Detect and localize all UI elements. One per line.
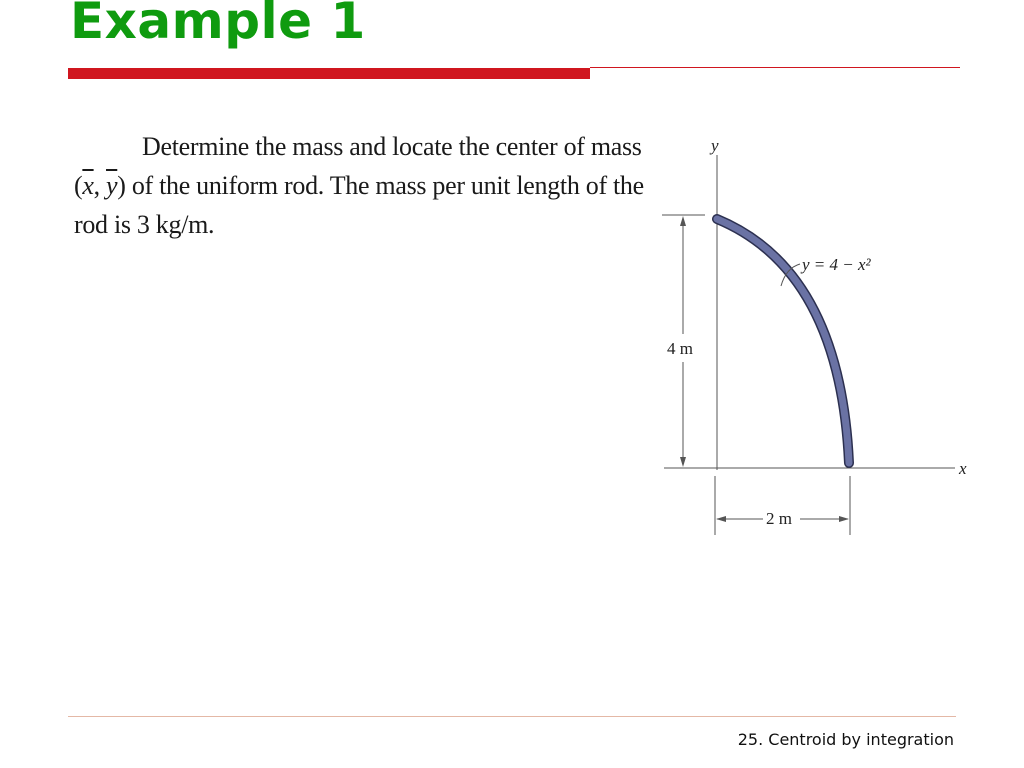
- y-bar-symbol: $\overline{y}$: [106, 171, 118, 200]
- problem-line-2-rest: of the uniform rod. The mass per unit length of the: [125, 171, 644, 200]
- width-dimension-label: 2 m: [766, 509, 792, 528]
- coords-comma: ,: [93, 171, 107, 200]
- problem-line-3: rod is 3 kg/m.: [74, 210, 215, 239]
- x-axis-label: x: [959, 459, 967, 478]
- problem-line-2: [74, 166, 644, 205]
- height-arrow-bottom: [680, 457, 686, 467]
- width-arrow-left: [716, 516, 726, 522]
- slide-footer: 25. Centroid by integration: [737, 730, 954, 749]
- curve-equation-label: y = 4 − x²: [802, 255, 871, 274]
- width-arrow-right: [839, 516, 849, 522]
- title-underline-thin: [590, 67, 960, 68]
- x-bar-symbol: $\overline{x}$: [82, 171, 94, 200]
- slide-title: Example 1: [70, 0, 366, 50]
- problem-line-1: Determine the mass and locate the center of mass: [142, 132, 642, 161]
- footer-rule: [68, 716, 956, 717]
- rod-figure: [650, 130, 980, 540]
- y-axis-label: y: [711, 136, 719, 155]
- problem-statement: [74, 127, 644, 244]
- height-arrow-top: [680, 216, 686, 226]
- coords-open: (: [74, 171, 83, 200]
- coords-close: ): [117, 171, 126, 200]
- height-dimension-label: 4 m: [667, 339, 693, 358]
- title-underline-thick: [68, 68, 590, 79]
